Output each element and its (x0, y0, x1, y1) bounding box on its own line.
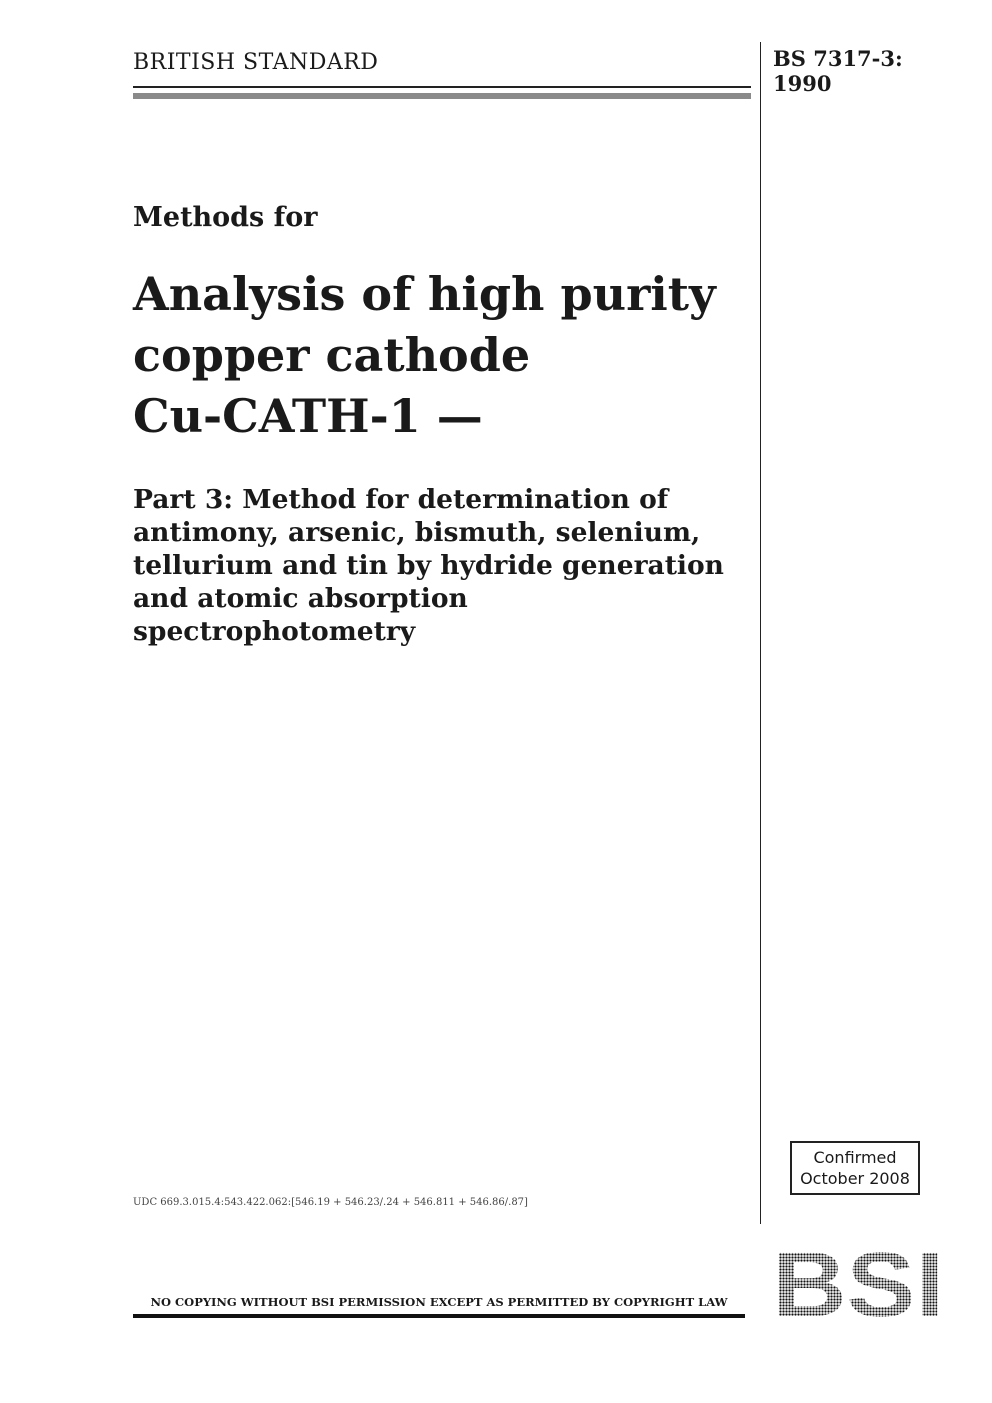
copyright-notice: NO COPYING WITHOUT BSI PERMISSION EXCEPT AS PERMITTED BY COPYRIGHT LAW (150, 1295, 728, 1309)
part-title-line: and atomic absorption (133, 583, 468, 614)
header-rule-grey (133, 93, 751, 99)
header-rule (133, 86, 751, 88)
standard-number: BS 7317-3: (773, 46, 903, 71)
standard-series-label: BRITISH STANDARD (133, 50, 379, 75)
part-title-line: spectrophotometry (133, 616, 416, 647)
main-title-line: copper cathode (133, 328, 531, 382)
main-title-line: Cu-CATH-1 — (133, 389, 483, 443)
confirmed-label: Confirmed (813, 1148, 897, 1167)
part-title-line: Part 3: Method for determination of (133, 484, 669, 515)
udc-classification: UDC 669.3.015.4:543.422.062:[546.19 + 546.23/.24 + 546.811 + 546.86/.87] (133, 1197, 528, 1208)
title-prefix: Methods for (133, 202, 318, 233)
part-title-line: tellurium and tin by hydride generation (133, 550, 724, 581)
bsi-logo (770, 1244, 946, 1320)
main-title-line: Analysis of high purity (133, 267, 716, 321)
main-title (133, 264, 716, 447)
standard-code (773, 46, 903, 96)
confirmed-stamp (790, 1141, 920, 1195)
bsi-logo-letters: BSI (772, 1244, 944, 1320)
footer-rule (133, 1314, 745, 1318)
part-title-line: antimony, arsenic, bismuth, selenium, (133, 517, 701, 548)
standard-year: 1990 (773, 71, 832, 96)
vertical-divider (760, 42, 761, 1224)
part-title (133, 483, 724, 648)
confirmed-date: October 2008 (800, 1169, 910, 1188)
